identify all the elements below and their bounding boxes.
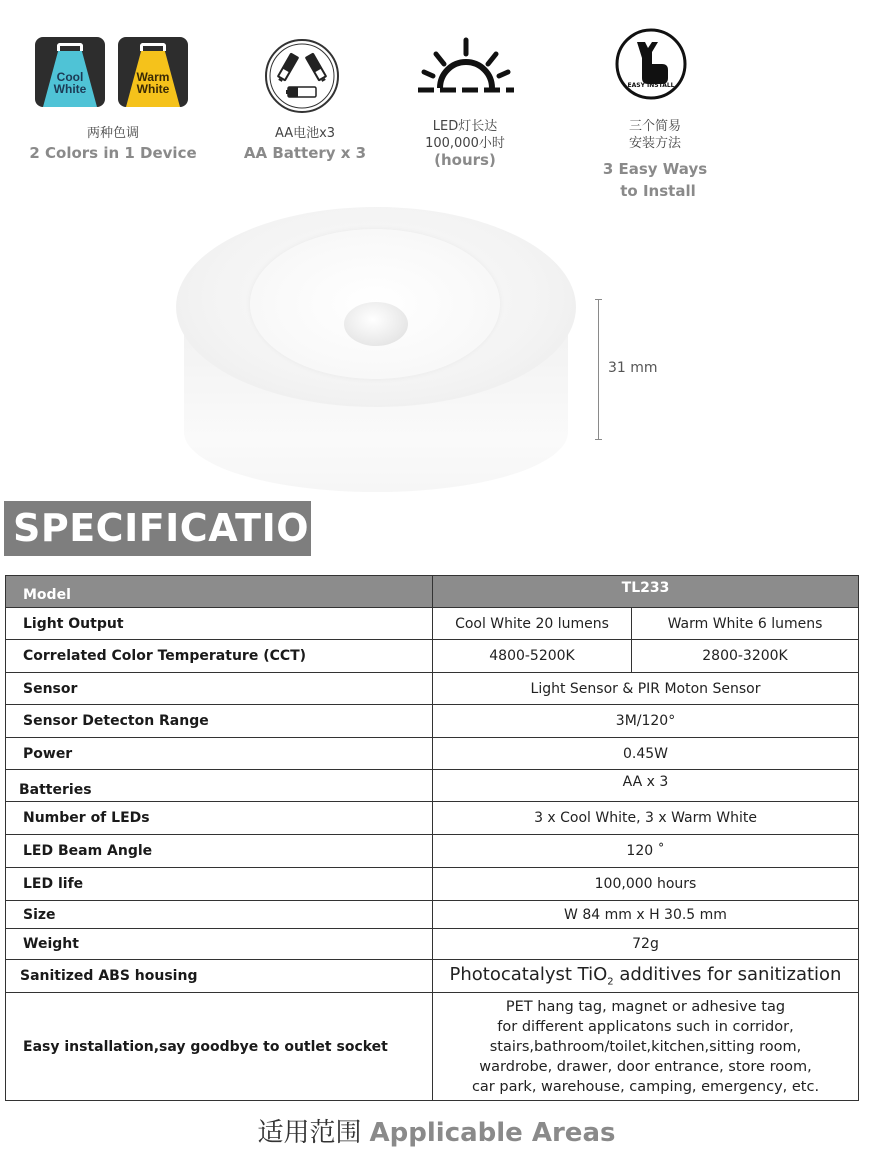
row-value: 3M/120° xyxy=(433,705,859,738)
cool-label-2: White xyxy=(53,82,87,96)
row-label: Sensor xyxy=(6,673,433,705)
applicable-areas-en: Applicable Areas xyxy=(369,1118,616,1148)
row-value: 0.45W xyxy=(433,738,859,770)
feature-battery-en: AA Battery x 3 xyxy=(243,144,367,162)
feature-install-en1: 3 Easy Ways xyxy=(602,160,708,178)
table-row xyxy=(6,868,859,901)
row-value: Photocatalyst TiO$_2$ additives for sanitization xyxy=(433,960,859,993)
product-image xyxy=(176,207,576,492)
applicable-areas-heading xyxy=(0,1112,873,1149)
pir-sensor xyxy=(344,302,408,346)
dimension-line xyxy=(598,299,599,440)
row-value: 4800-5200K xyxy=(433,640,632,673)
row-label: Batteries xyxy=(6,770,433,802)
warm-label-1: Warm xyxy=(136,70,170,84)
warm-white-card xyxy=(118,37,188,107)
applicable-areas-cn: 适用范围 xyxy=(257,1118,362,1148)
feature-led-life-cn1: LED灯长达 xyxy=(432,119,498,134)
table-row xyxy=(6,608,859,640)
row-label: Sensor Detecton Range xyxy=(6,705,433,738)
row-label: Easy installation,say goodbye to outlet socket xyxy=(6,993,433,1101)
feature-led-life-en: (hours) xyxy=(434,151,496,169)
row-label: Correlated Color Temperature (CCT) xyxy=(6,640,433,673)
row-label: Weight xyxy=(6,929,433,960)
row-label: Size xyxy=(6,901,433,929)
row-value-multiline: PET hang tag, magnet or adhesive tag for different applicatons such in corridor, stairs,bathroom/toilet,kitchen,sitting room, wardrobe, drawer, door entrance, store room, car park, warehouse, camping, emergency, etc. xyxy=(433,993,859,1101)
table-row xyxy=(6,738,859,770)
row-label: Light Output xyxy=(6,608,433,640)
row-label: LED Beam Angle xyxy=(6,835,433,868)
model-label: Model xyxy=(6,576,433,608)
feature-install-cn2: 安装方法 xyxy=(628,136,681,151)
table-row xyxy=(6,770,859,802)
table-row xyxy=(6,802,859,835)
lamp-icon xyxy=(140,43,166,51)
sunrise-icon xyxy=(416,38,516,96)
row-value: 72g xyxy=(433,929,859,960)
table-row xyxy=(6,673,859,705)
cool-white-card xyxy=(35,37,105,107)
easy-install-badge-text: EASY INSTALL xyxy=(627,82,675,89)
row-value: Light Sensor & PIR Moton Sensor xyxy=(433,673,859,705)
model-value: TL233 xyxy=(433,576,859,608)
feature-colors-cn: 两种色调 xyxy=(86,126,139,141)
table-header-row xyxy=(6,576,859,608)
dimension-label: 31 mm xyxy=(608,360,658,376)
feature-install-en2: to Install xyxy=(620,182,696,200)
feature-install xyxy=(580,118,730,202)
lamp-icon xyxy=(57,43,83,51)
row-value: 120 ˚ xyxy=(433,835,859,868)
table-row xyxy=(6,901,859,929)
table-row xyxy=(6,835,859,868)
row-value: Warm White 6 lumens xyxy=(632,608,859,640)
feature-led-life-cn2: 100,000小时 xyxy=(425,136,505,151)
easy-install-icon xyxy=(615,28,687,100)
feature-colors-en: 2 Colors in 1 Device xyxy=(29,144,197,162)
warm-label-2: White xyxy=(136,82,170,96)
feature-colors xyxy=(18,125,208,164)
table-row xyxy=(6,705,859,738)
row-value: AA x 3 xyxy=(433,770,859,802)
feature-battery-cn: AA电池x3 xyxy=(274,126,336,141)
row-value: 100,000 hours xyxy=(433,868,859,901)
row-value: W 84 mm x H 30.5 mm xyxy=(433,901,859,929)
feature-install-cn1: 三个简易 xyxy=(628,119,681,134)
spec-title: SPECIFICATION xyxy=(4,501,311,556)
row-label: Power xyxy=(6,738,433,770)
row-value: Cool White 20 lumens xyxy=(433,608,632,640)
spec-table xyxy=(5,575,859,1101)
cool-label-1: Cool xyxy=(56,70,84,84)
row-value: 3 x Cool White, 3 x Warm White xyxy=(433,802,859,835)
table-row xyxy=(6,960,859,993)
table-row xyxy=(6,929,859,960)
row-label: LED life xyxy=(6,868,433,901)
row-label: Sanitized ABS housing xyxy=(6,960,433,993)
row-label: Number of LEDs xyxy=(6,802,433,835)
table-row xyxy=(6,993,859,1101)
feature-battery xyxy=(215,125,395,164)
battery-icon xyxy=(263,37,341,115)
table-row xyxy=(6,640,859,673)
feature-led-life xyxy=(390,118,540,169)
row-value: 2800-3200K xyxy=(632,640,859,673)
